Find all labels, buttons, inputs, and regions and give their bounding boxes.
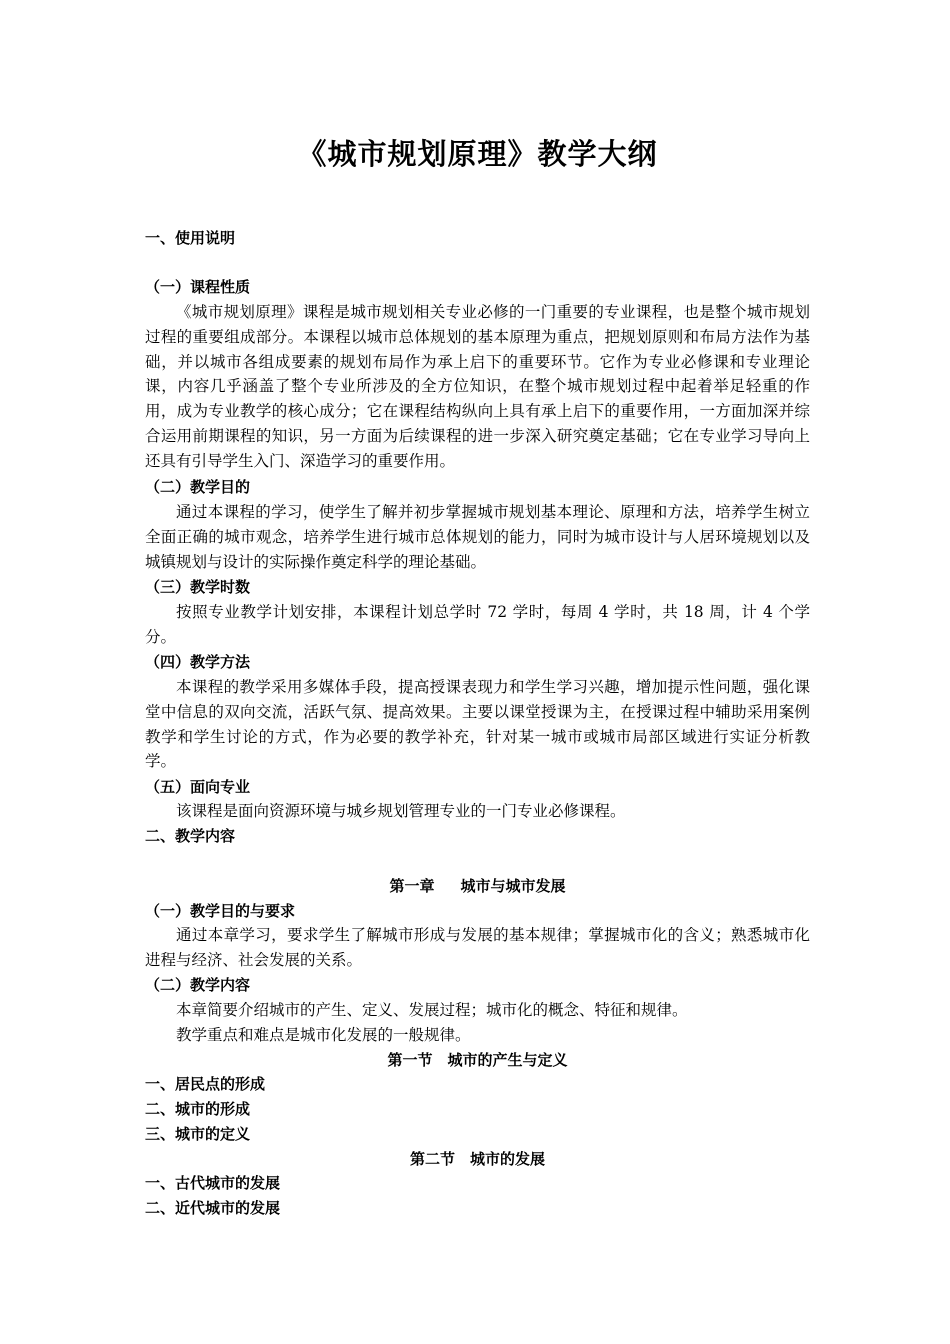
subheading-target-major: （五）面向专业 <box>145 778 251 796</box>
list-item: 二、近代城市的发展 <box>145 1199 281 1217</box>
paragraph-course-nature: 《城市规划原理》课程是城市规划相关专业必修的一门重要的专业课程，也是整个城市规划过程的重要组成部分。本课程以城市总体规划的基本原理为重点，把规划原则和布局方法作为基础，并以城市各组成要素的规划布局作为承上启下的重要环节。它作为专业必修课和专业理论课，内容几乎涵盖了整个专业所涉及的全方位知识，在整个城市规划过程中起着举足轻重的作用，成为专业教学的核心成分；它在课程结构纵向上具有承上启下的重要作用，一方面加深并综合运用前期课程的知识，另一方面为后续课程的进一步深入研究奠定基础；它在专业学习导向上还具有引导学生入门、深造学习的重要作用。 <box>145 303 810 470</box>
list-item: 一、居民点的形成 <box>145 1075 266 1093</box>
paragraph-teaching-method: 本课程的教学采用多媒体手段，提高授课表现力和学生学习兴趣，增加提示性问题，强化课堂中信息的双向交流，活跃气氛、提高效果。主要以课堂授课为主，在授课过程中辅助采用案例教学和学生讨论的方式，作为必要的教学补充，针对某一城市或城市局部区域进行实证分析教学。 <box>145 678 810 771</box>
paragraph-chapter-content: 本章简要介绍城市的产生、定义、发展过程；城市化的概念、特征和规律。 <box>176 1001 688 1019</box>
paragraph-chapter-goal: 通过本章学习，要求学生了解城市形成与发展的基本规律；掌握城市化的含义；熟悉城市化进程与经济、社会发展的关系。 <box>145 926 810 969</box>
subheading-teaching-goal: （二）教学目的 <box>145 478 251 496</box>
paragraph-teaching-hours: 按照专业教学计划安排，本课程计划总学时 72 学时，每周 4 学时，共 18 周，计 4 个学分。 <box>145 603 810 646</box>
subheading-chapter-goal: （一）教学目的与要求 <box>145 902 296 920</box>
chapter-number: 第一章 <box>389 877 435 895</box>
section-heading-content: 二、教学内容 <box>145 827 236 845</box>
subheading-chapter-content: （二）教学内容 <box>145 976 251 994</box>
list-item: 三、城市的定义 <box>145 1125 251 1143</box>
paragraph-key-points: 教学重点和难点是城市化发展的一般规律。 <box>176 1026 471 1044</box>
subheading-teaching-hours: （三）教学时数 <box>145 578 251 596</box>
list-item: 一、古代城市的发展 <box>145 1174 281 1192</box>
chapter-heading <box>145 874 810 899</box>
section-heading-2: 第二节 城市的发展 <box>409 1150 545 1168</box>
paragraph-teaching-goal: 通过本课程的学习，使学生了解并初步掌握城市规划基本理论、原理和方法，培养学生树立全面正确的城市观念，培养学生进行城市总体规划的能力，同时为城市设计与人居环境规划以及城镇规划与设计的实际操作奠定科学的理论基础。 <box>145 503 810 571</box>
section-heading-usage: 一、使用说明 <box>145 229 236 247</box>
subheading-course-nature: （一）课程性质 <box>145 278 251 296</box>
document-title: 《城市规划原理》教学大纲 <box>297 137 658 171</box>
section-heading-1: 第一节 城市的产生与定义 <box>387 1051 568 1069</box>
subheading-teaching-method: （四）教学方法 <box>145 653 251 671</box>
chapter-title: 城市与城市发展 <box>460 877 566 895</box>
paragraph-target-major: 该课程是面向资源环境与城乡规划管理专业的一门专业必修课程。 <box>176 802 626 820</box>
list-item: 二、城市的形成 <box>145 1100 251 1118</box>
